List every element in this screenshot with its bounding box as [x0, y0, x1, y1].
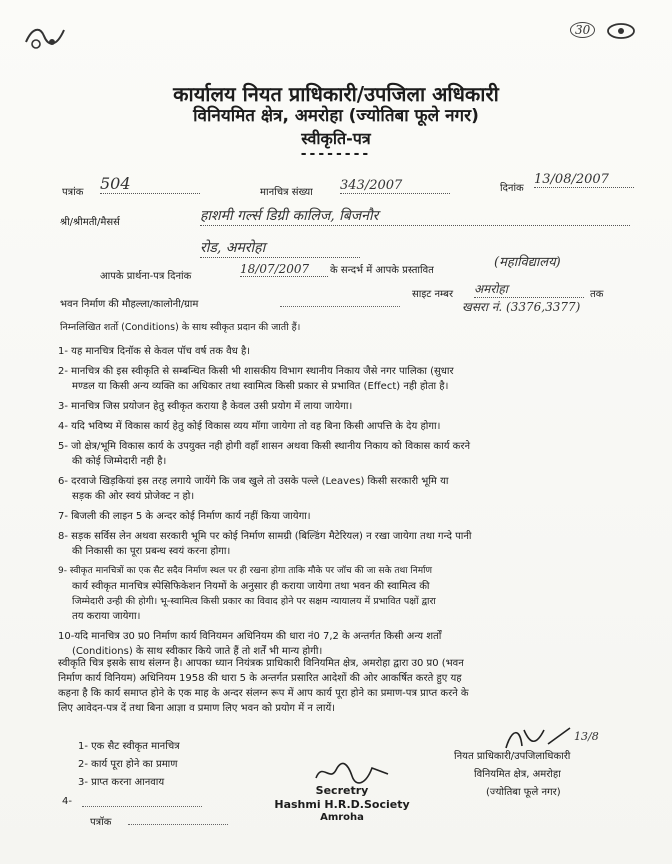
patrank-value: 504 — [100, 174, 200, 194]
condition-line: 2- मानचित्र की इस स्वीकृति से सम्बन्धित किसी भी शासकीय विभाग स्थानीय निकाय जैसे नगर पालिका (सुधार — [58, 366, 454, 377]
manchitra-label: मानचित्र संख्या — [260, 187, 313, 198]
office-title: कार्यालय नियत प्राधिकारी/उपजिला अधिकारी — [173, 82, 499, 106]
condition-line: (Conditions) के साथ स्वीकार किये जाते हैं तो शर्तें भी मान्य होगी। — [72, 646, 323, 657]
closing-line: निर्माण कार्य विनियम) अधिनियम 1958 की धारा 5 के अन्तर्गत प्रसारित आदेशों की ओर आकर्षित करते हुए यह — [58, 673, 462, 684]
enclosure-item: 3- प्राप्त करना आनवाय — [78, 777, 165, 788]
khasra-value: खसरा नं. (3376,3377) — [462, 300, 581, 314]
sandarbh-text: के सन्दर्भ में आपके प्रस्तावित — [330, 265, 434, 276]
condition-line: 8- सड़क सर्विस लेन अथवा सरकारी भूमि पर कोई निर्माण सामग्री (बिल्डिंग मैटेरियल) न रखा जायेगा तथा गन्दे पानी — [58, 531, 472, 542]
enclosure-item: 1- एक सैट स्वीकृत मानचित्र — [78, 741, 180, 752]
prastavit-value: (महाविद्यालय) — [494, 255, 561, 270]
closing-line: लिए आवेदन-पत्र दें तथा बिना आज्ञा व प्रमाण लिए भवन को प्रयोग में न लायें। — [58, 703, 336, 714]
scribble-mark-icon — [22, 22, 68, 52]
mohalla-dotted-line — [280, 306, 400, 307]
enclosure-item: 4- — [62, 796, 72, 807]
condition-line: 9- स्वीकृत मानचित्रों का एक सैट सदैव निर्माण स्थल पर ही रखना होगा ताकि मौके पर जॉच की जा सके तथा निर्माण — [58, 566, 432, 576]
authority-district: (ज्योतिबा फूले नगर) — [486, 787, 561, 798]
condition-line: सड़क की ओर स्वयं प्रोजेक्ट न हो। — [72, 491, 195, 502]
patrank-footer-dotted-line — [128, 824, 228, 825]
condition-line: 6- दरवाजे खिड़कियां इस तरह लगाये जायेंगे कि जब खुले तो उसके पल्ले (Leaves) किसी सरकारी भूमि या — [58, 476, 449, 487]
condition-line: जिम्मेदारी उन्ही की होगी। भू-स्वामित्व किसी प्रकार का विवाद होने पर सक्षम न्यायालय में प्रभावित पक्षों द्वारा — [72, 596, 436, 607]
prarthana-label: आपके प्रार्थना-पत्र दिनांक — [100, 271, 192, 282]
secretary-signature-icon — [312, 760, 392, 786]
condition-line: मण्डल या किसी अन्य व्यक्ति का अधिकार तथा स्वामित्व किसी प्रकार से प्रभावित (Effect) नही होता है। — [72, 381, 449, 392]
closing-line: कहना है कि कार्य समाप्त होने के एक माह के अन्दर संलग्न रूप में आप कार्य पूरा होने का प्रमाण-पत्र प्राप्त करने के — [58, 688, 469, 699]
condition-line: की कोई जिम्मेदारी नही है। — [72, 456, 167, 467]
manchitra-value: 343/2007 — [340, 178, 450, 194]
doc-type-title: स्वीकृति-पत्र — [301, 129, 371, 148]
eye-mark-icon — [606, 22, 636, 40]
page-number-badge: 30 — [570, 22, 595, 38]
condition-line: 7- बिजली की लाइन 5 के अन्दर कोई निर्माण कार्य नहीं किया जायेगा। — [58, 511, 311, 522]
authority-handwritten-date: 13/8 — [574, 730, 599, 743]
condition-line: कार्य स्वीकृत मानचित्र स्पेसिफिकेशन नियमों के अनुसार ही कराया जायेगा तथा भवन की स्वामित्व की — [72, 581, 430, 592]
closing-paragraph — [58, 656, 642, 716]
condition-line: 3- मानचित्र जिस प्रयोजन हेतु स्वीकृत कराया है केवल उसी प्रयोग में लाया जायेगा। — [58, 401, 353, 412]
title-underline: -------- — [300, 146, 372, 162]
authority-area: विनियमित क्षेत्र, अमरोहा — [474, 769, 561, 780]
enclosure-dotted-line — [82, 806, 202, 807]
condition-line: 5- जो क्षेत्र/भूमि विकास कार्य के उपयुक्त नही होगी वहाँ शासन अथवा किसी स्थानीय निकाय को विकास कार्य करने — [58, 441, 470, 452]
patrank-footer-label: पत्रॉक — [90, 817, 112, 828]
mohalla-label: भवन निर्माण की मौहल्ला/कालोनी/ग्राम — [60, 299, 199, 310]
site-value: अमरोहा — [474, 280, 584, 298]
name-value-line1: हाशमी गर्ल्स डिग्री कालिज, बिजनौर — [200, 206, 630, 226]
conditions-intro: निम्नलिखित शर्तो (Conditions) के साथ स्वीकृत प्रदान की जाती हैं। — [60, 322, 301, 333]
dinank-value: 13/08/2007 — [534, 172, 634, 188]
patrank-label: पत्रांक — [62, 187, 84, 198]
condition-line: 1- यह मानचित्र दिनॉक से केवल पॉच वर्ष तक वैध है। — [58, 346, 251, 357]
condition-line: की निकासी का पूरा प्रबन्ध स्वयं करना होगा। — [72, 546, 231, 557]
authority-designation: नियत प्राधिकारी/उपजिलाधिकारी — [454, 751, 571, 762]
area-title: विनियमित क्षेत्र, अमरोहा (ज्योतिबा फूले नगर) — [193, 106, 479, 126]
stamp-secretary: Secretry — [315, 784, 369, 797]
shri-label: श्री/श्रीमती/मैसर्स — [60, 217, 120, 228]
enclosure-item: 2- कार्य पूरा होने का प्रमाण — [78, 759, 178, 770]
stamp-place: Amroha — [320, 812, 364, 823]
name-value-line2: रोड, अमरोहा — [200, 238, 360, 258]
prarthana-date: 18/07/2007 — [240, 262, 328, 277]
tak-label: तक — [590, 289, 604, 300]
condition-line: तय कराया जायेगा। — [72, 611, 141, 622]
closing-line: स्वीकृति चित्र इसके साथ संलग्न है। आपका ध्यान नियंत्रक प्राधिकारी विनियमित क्षेत्र, अमरोहा द्वारा उ0 प्र0 (भवन — [58, 658, 464, 669]
condition-line: 4- यदि भविष्य में विकास कार्य हेतु कोई विकास व्यय मॉगा जायेगा तो वह बिना किसी आपत्ति के देय होगा। — [58, 421, 441, 432]
site-label: साइट नम्बर — [412, 289, 454, 300]
stamp-society: Hashmi H.R.D.Society — [274, 798, 410, 811]
dinank-label: दिनांक — [500, 183, 524, 194]
conditions-list — [58, 344, 638, 659]
condition-line: 10-यदि मानचित्र उ0 प्र0 निर्माण कार्य विनियमन अधिनियम की धारा नं0 7,2 के अन्तर्गत किसी अन्य शर्तों — [58, 631, 442, 642]
